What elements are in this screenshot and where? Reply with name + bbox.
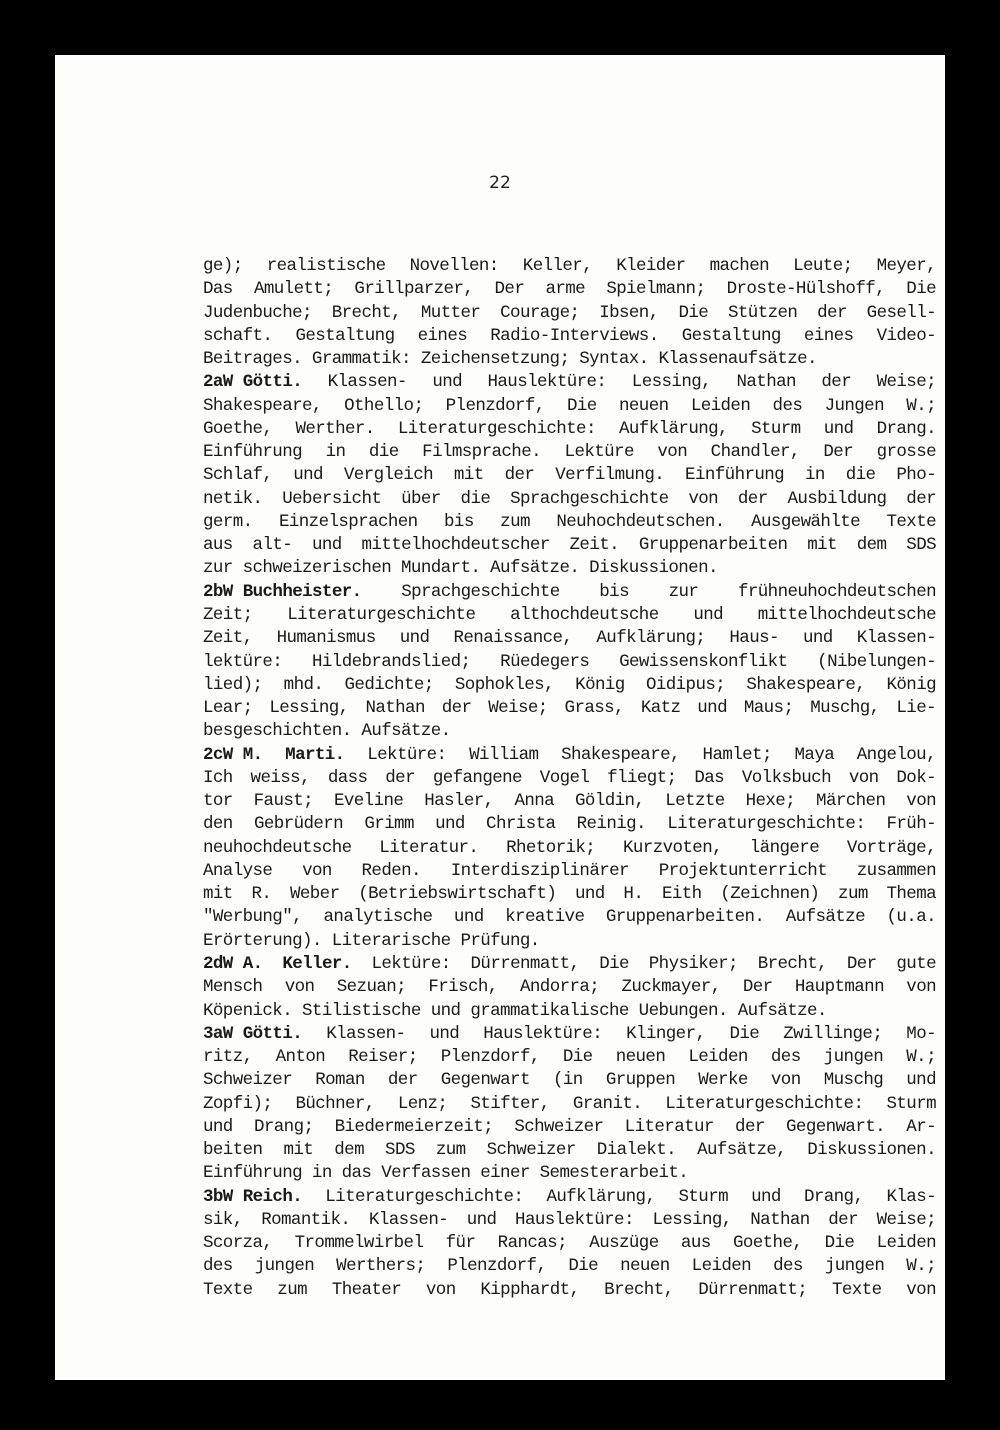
text-line	[203, 255, 936, 278]
line-text: Scorza, Trommelwirbel für Rancas; Auszüge aus Goethe, Die Leiden	[203, 1233, 936, 1254]
line-text: ritz, Anton Reiser; Plenzdorf, Die neuen Leiden des jungen W.;	[203, 1047, 936, 1068]
section-start-line	[203, 1186, 936, 1209]
document-page	[55, 55, 945, 1380]
section-start-line	[203, 581, 936, 604]
text-line	[203, 325, 936, 348]
class-code: 3aW	[203, 1023, 233, 1044]
page-number: 22	[489, 173, 511, 193]
line-text: Schlaf, und Vergleich mit der Verfilmung. Einführung in die Pho-	[203, 465, 936, 486]
line-text: Einführung in die Filmsprache. Lektüre von Chandler, Der grosse	[203, 442, 936, 463]
teacher-name: Buchheister.	[242, 581, 362, 602]
text-line	[203, 976, 936, 999]
line-text: Köpenick. Stilistische und grammatikalische Uebungen. Aufsätze.	[203, 1000, 827, 1021]
line-text: netik. Uebersicht über die Sprachgeschichte von der Ausbildung der	[203, 488, 936, 509]
line-text: Das Amulett; Grillparzer, Der arme Spielmann; Droste-Hülshoff, Die	[203, 279, 936, 300]
text-line	[203, 767, 936, 790]
line-text: den Gebrüdern Grimm und Christa Reinig. Literaturgeschichte: Früh-	[203, 814, 936, 835]
class-code: 2dW	[203, 953, 233, 974]
text-line	[203, 604, 936, 627]
line-text: Klassen- und Hauslektüre: Lessing, Nathan der Weise;	[327, 372, 936, 393]
text-line	[203, 464, 936, 487]
line-text: ge); realistische Novellen: Keller, Kleider machen Leute; Meyer,	[203, 256, 936, 276]
line-text: besgeschichten. Aufsätze.	[203, 721, 451, 742]
line-text: Lektüre: William Shakespeare, Hamlet; Maya Angelou,	[367, 744, 936, 765]
text-line	[203, 1046, 936, 1069]
text-line	[203, 1232, 936, 1255]
text-line	[203, 1209, 936, 1232]
text-line	[203, 627, 936, 650]
line-text: des jungen Werthers; Plenzdorf, Die neuen Leiden des jungen W.;	[203, 1256, 936, 1277]
line-text: aus alt- und mittelhochdeutscher Zeit. Gruppenarbeiten mit dem SDS	[203, 535, 936, 556]
line-text: Einführung in das Verfassen einer Semesterarbeit.	[203, 1163, 689, 1184]
text-line	[203, 1069, 936, 1092]
line-text: Sprachgeschichte bis zur frühneuhochdeutschen	[401, 581, 937, 602]
line-text: tor Faust; Eveline Hasler, Anna Göldin, Letzte Hexe; Märchen von	[203, 791, 936, 812]
teacher-name: A. Keller.	[242, 953, 352, 974]
line-text: Analyse von Reden. Interdisziplinärer Projektunterricht zusammen	[203, 860, 936, 881]
text-line	[203, 906, 936, 929]
text-line	[203, 1116, 936, 1139]
text-line	[203, 1162, 936, 1185]
line-text: Shakespeare, Othello; Plenzdorf, Die neuen Leiden des Jungen W.;	[203, 395, 936, 416]
class-code: 2cW	[203, 744, 233, 765]
text-line	[203, 883, 936, 906]
text-line	[203, 697, 936, 720]
text-line	[203, 813, 936, 836]
line-text: mit R. Weber (Betriebswirtschaft) und H. Eith (Zeichnen) zum Thema	[203, 884, 936, 905]
text-line	[203, 1000, 936, 1023]
line-text: Judenbuche; Brecht, Mutter Courage; Ibsen, Die Stützen der Gesell-	[203, 302, 936, 323]
line-text: germ. Einzelsprachen bis zum Neuhochdeutschen. Ausgewählte Texte	[203, 511, 936, 532]
line-text: sik, Romantik. Klassen- und Hauslektüre: Lessing, Nathan der Weise;	[203, 1209, 936, 1230]
text-line	[203, 930, 936, 953]
text-line	[203, 557, 936, 580]
line-text: Beitrages. Grammatik: Zeichensetzung; Syntax. Klassenaufsätze.	[203, 349, 817, 370]
text-line	[203, 488, 936, 511]
line-text: und Drang; Biedermeierzeit; Schweizer Literatur der Gegenwart. Ar-	[203, 1116, 936, 1137]
section-start-line	[203, 1023, 936, 1046]
class-code: 2bW	[203, 581, 233, 602]
line-text: Zeit; Literaturgeschichte althochdeutsche und mittelhochdeutsche	[203, 604, 936, 625]
text-line	[203, 348, 936, 371]
line-text: Lektüre: Dürrenmatt, Die Physiker; Brecht, Der gute	[371, 953, 936, 974]
text-line	[203, 837, 936, 860]
section-start-line	[203, 744, 936, 767]
line-text: neuhochdeutsche Literatur. Rhetorik; Kurzvoten, längere Vorträge,	[203, 837, 936, 858]
line-text: Zeit, Humanismus und Renaissance, Aufklärung; Haus- und Klassen-	[203, 628, 936, 649]
line-text: Erörterung). Literarische Prüfung.	[203, 930, 540, 951]
line-text: Klassen- und Hauslektüre: Klinger, Die Zwillinge; Mo-	[326, 1023, 937, 1044]
text-line	[203, 511, 936, 534]
text-line	[203, 720, 936, 743]
teacher-name: Götti.	[242, 1023, 303, 1044]
text-line	[203, 441, 936, 464]
class-code: 3bW	[203, 1186, 233, 1207]
line-text: beiten mit dem SDS zum Schweizer Dialekt. Aufsätze, Diskussionen.	[203, 1140, 936, 1161]
line-text: lied); mhd. Gedichte; Sophokles, König Oidipus; Shakespeare, König	[203, 674, 936, 695]
teacher-name: Reich.	[242, 1186, 303, 1207]
line-text: Ich weiss, dass der gefangene Vogel fliegt; Das Volksbuch von Dok-	[203, 767, 936, 788]
teacher-name: M. Marti.	[242, 744, 345, 765]
teacher-name: Götti.	[242, 372, 303, 393]
text-line	[203, 790, 936, 813]
text-line	[203, 651, 936, 674]
line-text: lektüre: Hildebrandslied; Rüedegers Gewissenskonflikt (Nibelungen-	[203, 651, 936, 672]
text-line	[203, 1279, 936, 1302]
line-text: Zopfi); Büchner, Lenz; Stifter, Granit. Literaturgeschichte: Sturm	[203, 1093, 936, 1114]
text-line	[203, 1093, 936, 1116]
line-text: Lear; Lessing, Nathan der Weise; Grass, Katz und Maus; Muschg, Lie-	[203, 698, 936, 719]
text-line	[203, 674, 936, 697]
class-code: 2aW	[203, 372, 233, 393]
line-text: Schweizer Roman der Gegenwart (in Gruppen Werke von Muschg und	[203, 1070, 936, 1091]
line-text: Goethe, Werther. Literaturgeschichte: Aufklärung, Sturm und Drang.	[203, 418, 936, 439]
section-start-line	[203, 371, 936, 394]
text-line	[203, 302, 936, 325]
line-text: "Werbung", analytische und kreative Gruppenarbeiten. Aufsätze (u.a.	[203, 907, 936, 928]
text-line	[203, 418, 936, 441]
line-text: Literaturgeschichte: Aufklärung, Sturm und Drang, Klas-	[325, 1186, 936, 1207]
text-line	[203, 1139, 936, 1162]
document-body	[203, 255, 936, 1302]
section-start-line	[203, 953, 936, 976]
text-line	[203, 860, 936, 883]
line-text: Mensch von Sezuan; Frisch, Andorra; Zuckmayer, Der Hauptmann von	[203, 977, 936, 998]
text-line	[203, 395, 936, 418]
line-text: zur schweizerischen Mundart. Aufsätze. Diskussionen.	[203, 558, 718, 579]
text-line	[203, 278, 936, 301]
text-line	[203, 534, 936, 557]
text-line	[203, 1255, 936, 1278]
line-text: schaft. Gestaltung eines Radio-Interviews. Gestaltung eines Video-	[203, 325, 936, 346]
line-text: Texte zum Theater von Kipphardt, Brecht, Dürrenmatt; Texte von	[203, 1279, 936, 1300]
